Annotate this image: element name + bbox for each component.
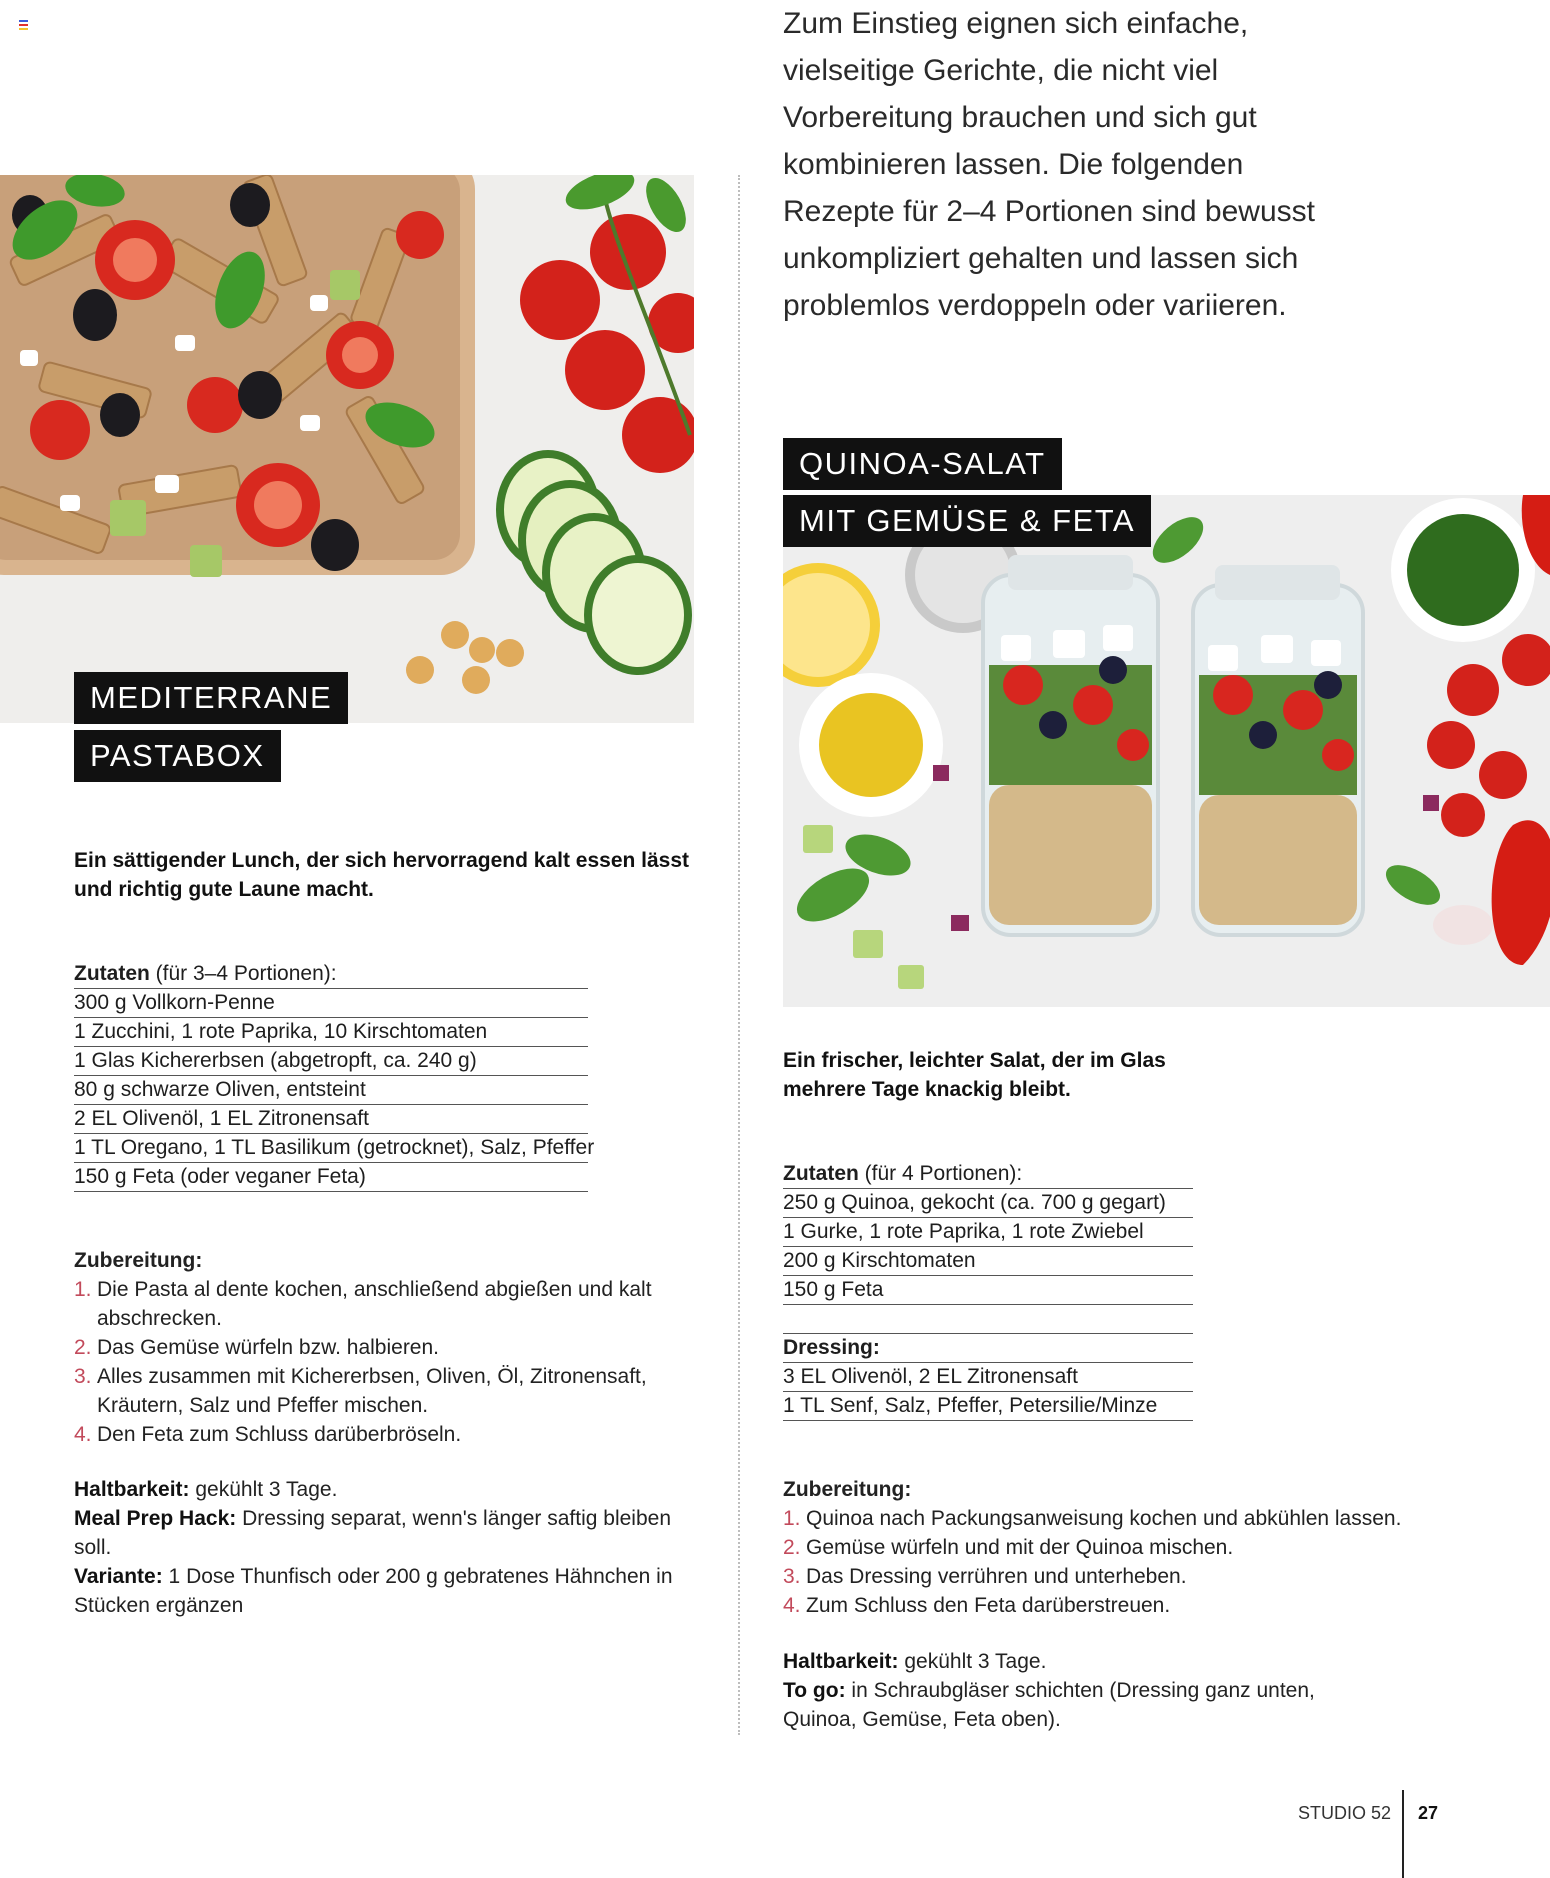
note-line xyxy=(74,1504,704,1562)
ingredients-label: Zutaten xyxy=(74,962,150,985)
intro-paragraph xyxy=(783,0,1483,329)
step-text: Gemüse würfeln und mit der Quinoa mischen. xyxy=(806,1536,1234,1559)
step-text: Den Feta zum Schluss darüberbröseln. xyxy=(97,1423,462,1446)
step-item xyxy=(74,1275,694,1333)
ingredient-row: 1 Zucchini, 1 rote Paprika, 10 Kirschtomaten xyxy=(74,1018,588,1047)
recipe2-title-line2: MIT GEMÜSE & FETA xyxy=(783,495,1151,547)
step-number: 1. xyxy=(783,1507,801,1530)
note-label: Haltbarkeit: xyxy=(783,1650,899,1673)
recipe2-steps xyxy=(783,1475,1503,1620)
note-line xyxy=(74,1562,704,1620)
step-item xyxy=(74,1420,694,1449)
ingredient-row: 200 g Kirschtomaten xyxy=(783,1247,1193,1276)
ingredient-row: 2 EL Olivenöl, 1 EL Zitronensaft xyxy=(74,1105,588,1134)
step-text: Das Gemüse würfeln bzw. halbieren. xyxy=(97,1336,439,1359)
quinoa-salad-photo xyxy=(783,495,1550,1007)
recipe2-title-line1: QUINOA-SALAT xyxy=(783,438,1062,490)
intro-line: vielseitige Gerichte, die nicht viel xyxy=(783,54,1219,87)
step-number: 4. xyxy=(74,1423,92,1446)
step-number: 3. xyxy=(783,1565,801,1588)
step-number: 3. xyxy=(74,1365,92,1388)
recipe1-ingredients xyxy=(74,960,595,1192)
note-label: To go: xyxy=(783,1679,846,1702)
pasta-photo xyxy=(0,175,694,723)
step-item xyxy=(74,1362,694,1420)
intro-line: kombinieren lassen. Die folgenden xyxy=(783,148,1244,181)
note-text: in Schraubgläser schichten (Dressing ganz unten, Quinoa, Gemüse, Feta oben). xyxy=(783,1679,1315,1731)
note-line xyxy=(783,1647,1343,1676)
note-text: Dressing separat, wenn's länger saftig bleiben soll. xyxy=(74,1507,672,1559)
intro-line: problemlos verdoppeln oder variieren. xyxy=(783,289,1287,322)
step-item xyxy=(783,1591,1503,1620)
note-line xyxy=(783,1676,1343,1734)
ingredients-portions: (für 4 Portionen): xyxy=(858,1162,1023,1185)
intro-line: Zum Einstieg eignen sich einfache, xyxy=(783,7,1249,40)
intro-line: Vorbereitung brauchen und sich gut xyxy=(783,101,1257,134)
magazine-name: STUDIO 52 xyxy=(1298,1803,1392,1823)
recipe1-steps xyxy=(74,1246,694,1449)
step-number: 4. xyxy=(783,1594,801,1617)
step-item xyxy=(74,1333,694,1362)
recipe2-notes xyxy=(783,1647,1343,1734)
recipe1-notes xyxy=(74,1475,704,1620)
note-text: gekühlt 3 Tage. xyxy=(898,1650,1047,1673)
recipe1-title-line1: MEDITERRANE xyxy=(74,672,348,724)
steps-heading: Zubereitung: xyxy=(74,1249,203,1272)
footer-divider xyxy=(1402,1790,1404,1878)
note-label: Haltbarkeit: xyxy=(74,1478,190,1501)
ingredients-heading xyxy=(74,960,588,989)
dressing-heading xyxy=(783,1334,1193,1363)
step-number: 2. xyxy=(783,1536,801,1559)
ingredients-heading xyxy=(783,1160,1193,1189)
note-text: 1 Dose Thunfisch oder 200 g gebratenes Hähnchen in Stücken ergänzen xyxy=(74,1565,673,1617)
step-text: Das Dressing verrühren und unterheben. xyxy=(806,1565,1187,1588)
column-divider xyxy=(738,175,740,1735)
note-label: Meal Prep Hack: xyxy=(74,1507,237,1530)
recipe1-title-line2: PASTABOX xyxy=(74,730,281,782)
ingredient-row: 1 TL Oregano, 1 TL Basilikum (getrocknet), Salz, Pfeffer xyxy=(74,1134,588,1163)
ingredient-row: 80 g schwarze Oliven, entsteint xyxy=(74,1076,588,1105)
recipe2-ingredients xyxy=(783,1160,1193,1421)
ingredient-row: 300 g Vollkorn-Penne xyxy=(74,989,588,1018)
dressing-row: 3 EL Olivenöl, 2 EL Zitronensaft xyxy=(783,1363,1193,1392)
ingredient-row: 150 g Feta xyxy=(783,1276,1193,1305)
step-text: Quinoa nach Packungsanweisung kochen und abkühlen lassen. xyxy=(806,1507,1402,1530)
ingredients-portions: (für 3–4 Portionen): xyxy=(149,962,337,985)
ingredient-row: 1 Glas Kichererbsen (abgetropft, ca. 240 g) xyxy=(74,1047,588,1076)
step-text: Die Pasta al dente kochen, anschließend abgießen und kalt abschrecken. xyxy=(97,1278,652,1330)
recipe2-lead: Ein frischer, leichter Salat, der im Glas mehrere Tage knackig bleibt. xyxy=(783,1049,1166,1101)
page-number: 27 xyxy=(1418,1803,1439,1823)
ingredient-row: 1 Gurke, 1 rote Paprika, 1 rote Zwiebel xyxy=(783,1218,1193,1247)
step-number: 1. xyxy=(74,1278,92,1301)
step-item xyxy=(783,1562,1503,1591)
dressing-row: 1 TL Senf, Salz, Pfeffer, Petersilie/Minze xyxy=(783,1392,1193,1421)
ingredient-row: 150 g Feta (oder veganer Feta) xyxy=(74,1163,588,1192)
intro-line: Rezepte für 2–4 Portionen sind bewusst xyxy=(783,195,1315,228)
menu-icon[interactable] xyxy=(19,20,28,32)
recipe1-lead: Ein sättigender Lunch, der sich hervorragend kalt essen lässt und richtig gute Laune macht. xyxy=(74,849,690,901)
note-text: gekühlt 3 Tage. xyxy=(189,1478,338,1501)
steps-heading: Zubereitung: xyxy=(783,1478,912,1501)
ingredients-label: Zutaten xyxy=(783,1162,859,1185)
step-item xyxy=(783,1533,1503,1562)
intro-line: unkompliziert gehalten und lassen sich xyxy=(783,242,1299,275)
ingredient-row: 250 g Quinoa, gekocht (ca. 700 g gegart) xyxy=(783,1189,1193,1218)
ingredient-spacer xyxy=(783,1305,1193,1334)
dressing-label: Dressing: xyxy=(783,1336,880,1359)
step-number: 2. xyxy=(74,1336,92,1359)
step-text: Alles zusammen mit Kichererbsen, Oliven, Öl, Zitronensaft, Kräutern, Salz und Pfeffer mischen. xyxy=(97,1365,647,1417)
step-text: Zum Schluss den Feta darüberstreuen. xyxy=(806,1594,1171,1617)
step-item xyxy=(783,1504,1503,1533)
note-line xyxy=(74,1475,704,1504)
note-label: Variante: xyxy=(74,1565,163,1588)
